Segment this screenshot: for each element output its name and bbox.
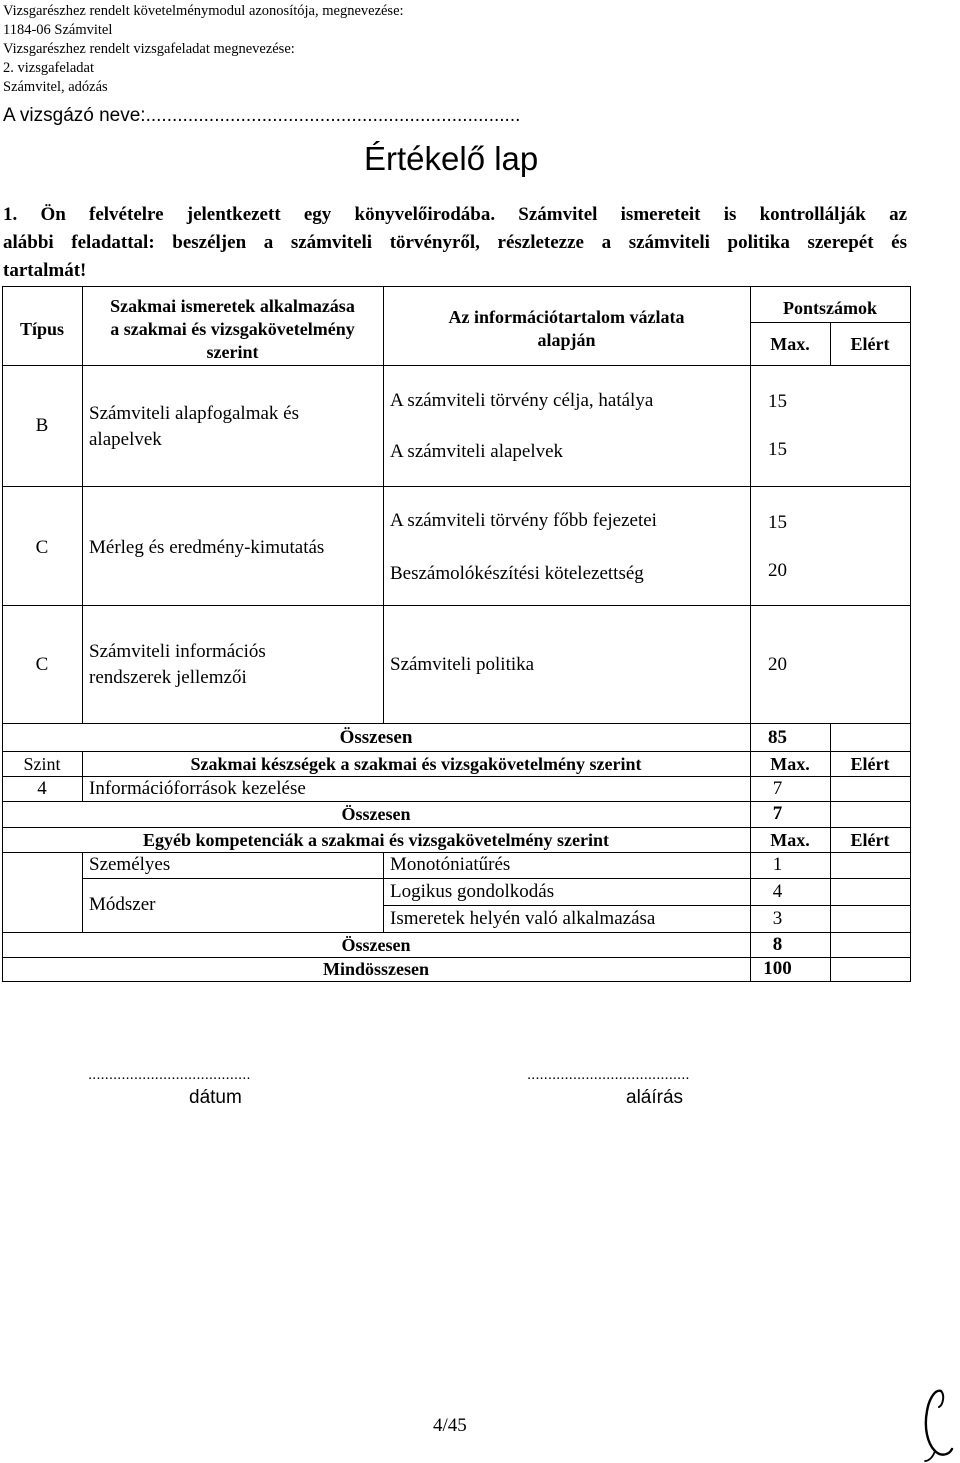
date-label: dátum — [189, 1087, 242, 1108]
method-item: Ismeretek helyén való alkalmazása — [390, 908, 656, 929]
handwritten-initial-icon — [905, 1385, 955, 1463]
signature-dots: ....................................... — [527, 1066, 690, 1083]
row-topic: alapelvek — [89, 429, 162, 450]
row-max: 15 — [768, 512, 787, 533]
row-max: 15 — [768, 439, 787, 460]
skills-row-level: 4 — [37, 778, 47, 799]
total-label: Összesen — [339, 727, 413, 748]
row-max: 20 — [768, 654, 787, 675]
personal-item: Monotóniatűrés — [390, 854, 511, 875]
skills-level-header: Szint — [23, 754, 61, 774]
col-header-type: Típus — [19, 319, 65, 339]
skills-total-label: Összesen — [341, 804, 411, 824]
task-title-label: Vizsgarészhez rendelt vizsgafeladat megnevezése: — [3, 41, 295, 57]
row-topic: Számviteli információs — [89, 641, 266, 662]
other-max-header: Max. — [770, 830, 810, 850]
task-number: 2. vizsgafeladat — [3, 60, 94, 76]
col-header-knowledge-3: szerint — [206, 342, 259, 362]
method-max: 4 — [772, 881, 783, 902]
row-item: A számviteli alapelvek — [390, 441, 564, 462]
col-header-knowledge-2: a szakmai és vizsgakövetelmény — [110, 319, 355, 339]
row-topic: Számviteli alapfogalmak és — [89, 403, 299, 424]
personal-label: Személyes — [89, 854, 171, 875]
task-line-2: alábbi feladattal: beszéljen a számviteli törvényről, részletezze a számviteli politika szerepét és — [3, 232, 907, 253]
other-header: Egyéb kompetenciák a szakmai és vizsgakövetelmény szerint — [143, 830, 609, 850]
grand-total-value: 100 — [763, 958, 792, 979]
row-topic: Mérleg és eredmény-kimutatás — [89, 537, 325, 558]
col-header-outline-1: Az információtartalom vázlata — [448, 307, 685, 327]
module-title-label: Vizsgarészhez rendelt követelménymodul azonosítója, megnevezése: — [3, 3, 404, 19]
row-type: C — [35, 537, 49, 558]
row-type: B — [35, 415, 49, 436]
page-number: 4/45 — [433, 1415, 467, 1436]
other-total-label: Összesen — [341, 935, 411, 955]
skills-max-header: Max. — [770, 754, 810, 774]
task-line-1: 1. Ön felvételre jelentkezett egy könyvelőirodába. Számvitel ismereteit is kontrollálják az — [3, 204, 907, 225]
personal-max: 1 — [772, 854, 783, 875]
row-type: C — [35, 654, 49, 675]
other-total-value: 8 — [772, 934, 783, 955]
date-dots: ....................................... — [88, 1066, 251, 1083]
candidate-name-line: A vizsgázó neve:....................................................................... — [3, 105, 521, 126]
skills-achieved-header: Elért — [850, 754, 890, 774]
skills-header: Szakmai készségek a szakmai és vizsgakövetelmény szerint — [190, 754, 642, 774]
col-header-max: Max. — [770, 334, 810, 354]
method-max: 3 — [772, 908, 783, 929]
page-title: Értékelő lap — [364, 140, 539, 177]
skills-total-value: 7 — [772, 803, 783, 824]
method-item: Logikus gondolkodás — [390, 881, 555, 902]
row-max: 20 — [768, 560, 787, 581]
skills-row-max: 7 — [772, 778, 783, 799]
total-value: 85 — [768, 727, 787, 748]
signature-label: aláírás — [626, 1087, 684, 1108]
row-item: A számviteli törvény célja, hatálya — [390, 390, 654, 411]
method-label: Módszer — [89, 894, 156, 915]
col-header-achieved: Elért — [850, 334, 890, 354]
module-id: 1184-06 Számvitel — [3, 22, 113, 38]
col-header-knowledge-1: Szakmai ismeretek alkalmazása — [110, 296, 355, 316]
row-item: Számviteli politika — [390, 654, 535, 675]
other-achieved-header: Elért — [850, 830, 890, 850]
task-name: Számvitel, adózás — [3, 79, 108, 95]
row-item: Beszámolókészítési kötelezettség — [390, 563, 644, 584]
col-header-outline-2: alapján — [537, 330, 596, 350]
row-max: 15 — [768, 391, 787, 412]
skills-row-label: Információforrások kezelése — [89, 778, 306, 799]
row-topic: rendszerek jellemzői — [89, 667, 247, 688]
col-header-points: Pontszámok — [783, 298, 877, 318]
row-item: A számviteli törvény főbb fejezetei — [390, 510, 657, 531]
grand-total-label: Mindösszesen — [322, 959, 429, 979]
task-line-3: tartalmát! — [3, 260, 87, 281]
